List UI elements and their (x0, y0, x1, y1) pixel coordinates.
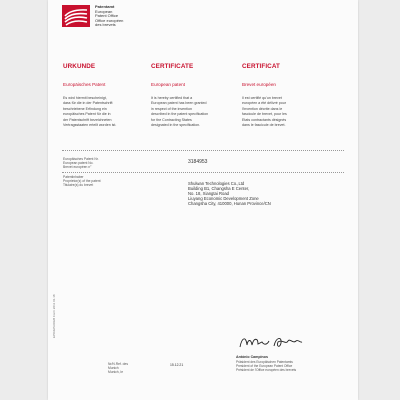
subtitle-english: European patent (151, 82, 185, 87)
form-code: EPO/EPA/OEB Form 2011 01.18 (52, 294, 56, 338)
body-line: l'invention décrite dans le (242, 106, 283, 111)
body-french (242, 96, 287, 128)
body-line: beschriebene Erfindung ein (63, 106, 107, 111)
body-line: Es wird hiermit bescheinigt, (63, 96, 107, 100)
label-line: Munich (108, 366, 119, 371)
proprietor-address (188, 181, 271, 206)
body-line: in respect of the invention (151, 106, 192, 111)
epo-logo (62, 5, 90, 27)
body-english (151, 96, 208, 128)
body-line: for the Contracting States (151, 117, 192, 122)
body-line: der Patentschrift bezeichneten (63, 117, 112, 122)
label-line: Munich, le (108, 370, 124, 375)
body-line: Il est certifié qu'un brevet (242, 96, 282, 100)
patent-number-labels (63, 157, 99, 170)
body-line: dans le fascicule de brevet. (242, 123, 286, 128)
office-line: Patentamt (95, 4, 115, 9)
issue-date: 15.12.21 (170, 363, 184, 367)
address-line: Shulwan Technologies Co.,Ltd (188, 181, 245, 186)
body-german (63, 96, 116, 128)
body-line: européen a été délivré pour (242, 101, 286, 106)
body-line: europäisches Patent für die in (63, 112, 111, 117)
subtitle-french: Brevet européen (242, 82, 276, 87)
title-urkunde: URKUNDE (63, 63, 96, 70)
title-certificat: CERTIFICAT (242, 63, 280, 70)
office-name (95, 5, 123, 28)
president-title (236, 360, 296, 373)
body-line: described in the patent specification (151, 112, 209, 117)
office-line: Office européen (95, 17, 124, 23)
signatory-name: António Campinos (236, 355, 268, 359)
label-line: Patentinhaber (63, 175, 84, 179)
office-line: European (95, 8, 113, 14)
address-line: Liuyang Economic Development Zone (188, 196, 259, 202)
body-line: European patent has been granted (151, 101, 207, 106)
title-certificate: CERTIFICATE (151, 63, 194, 70)
place-labels (108, 362, 128, 374)
body-line: fascicule de brevet, pour les (242, 112, 287, 117)
address-line: No. 18, Xiangtai Road (188, 191, 229, 197)
address-line: Changsha City, 410000, Hunan Province/CN (188, 201, 271, 207)
label-line: Nr/N.Ref. des (108, 362, 128, 366)
office-line: Patent Office (95, 13, 119, 19)
body-line: dass für die in der Patentschrift (63, 101, 113, 106)
body-line: Vertragsstaaten erteilt worden ist. (63, 123, 117, 128)
signature (236, 333, 306, 351)
proprietor-labels (63, 175, 101, 188)
address-line: Building B1, Changsha E Center, (188, 186, 250, 192)
divider (62, 150, 344, 151)
label-line: Brevet européen n° (63, 165, 92, 170)
label-line: Proprietor(s) of the patent (63, 179, 101, 184)
office-line: des brevets (95, 22, 116, 28)
body-line: designated in the specification. (151, 123, 201, 128)
label-line: Europäisches Patent Nr. (63, 157, 99, 161)
label-line: Titulaire(s) du brevet (63, 183, 94, 188)
subtitle-german: Europäisches Patent (63, 82, 106, 87)
body-line: It is hereby certified that a (151, 96, 193, 100)
certificate-page (48, 0, 358, 400)
patent-number: 3184953 (188, 159, 208, 165)
label-line: European patent No. (63, 161, 94, 166)
body-line: Etats contractants désignés (242, 117, 287, 122)
title-line: Président de l'Office européen des brevets (236, 368, 297, 373)
title-line: Präsident des Europäischen Patentamts (236, 360, 293, 364)
divider (62, 172, 344, 173)
title-line: President of the European Patent Office (236, 364, 293, 369)
